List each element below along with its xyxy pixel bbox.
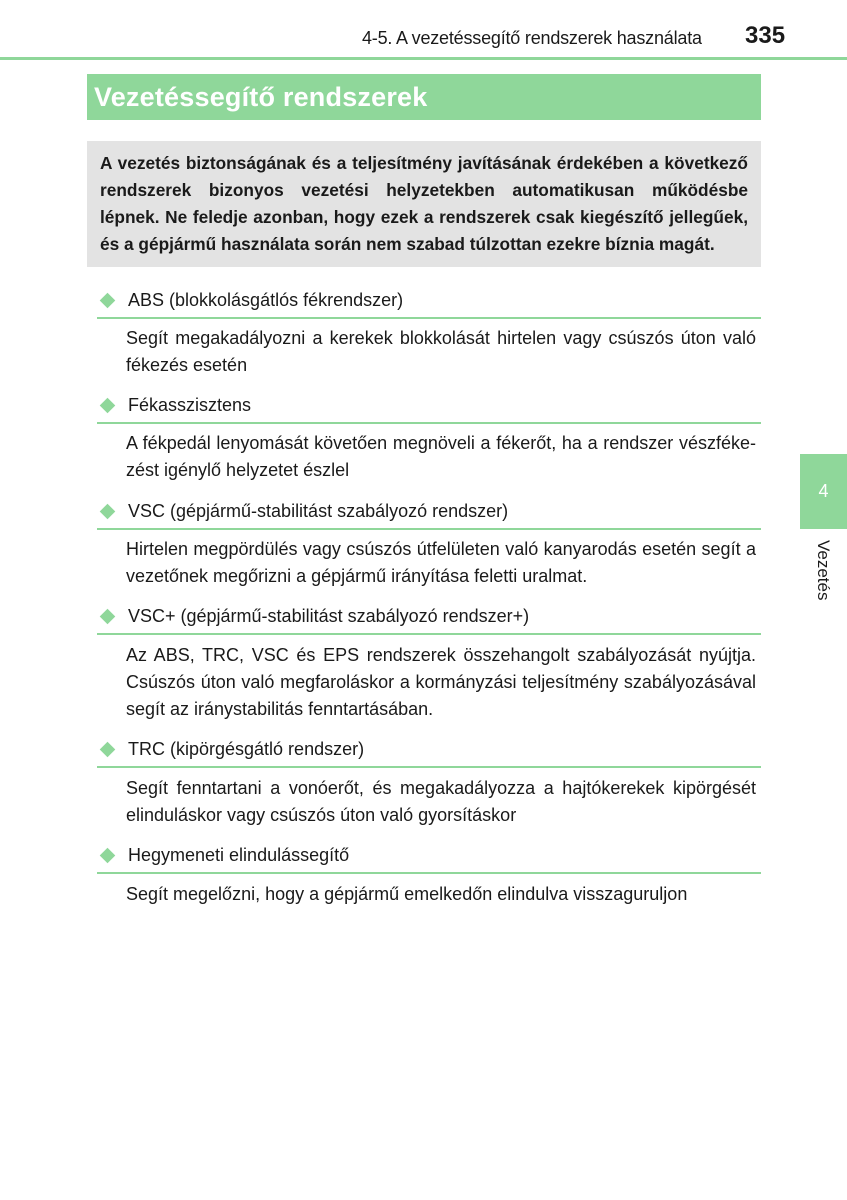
item-title: ABS (blokkolásgátlós fékrendszer): [128, 289, 404, 310]
item-divider: [97, 422, 761, 424]
item-divider: [97, 528, 761, 530]
page-number: 335: [745, 22, 786, 49]
item-title: VSC (gépjármű-stabilitást szabályozó rendszer): [128, 500, 509, 521]
diamond-bullet-icon: [100, 397, 116, 413]
list-item-heading: [98, 392, 251, 418]
list-item-heading: [98, 287, 403, 313]
item-description: Segít megakadályozni a kerekek blokkolását hirtelen vagy csúszós úton való fékezés esetén: [126, 328, 756, 375]
chapter-label: Vezetés: [814, 540, 833, 601]
list-item-heading: [98, 736, 364, 762]
diamond-bullet-icon: [100, 292, 116, 308]
item-description: A fékpedál lenyomását követően megnöveli a fékerőt, ha a rendszer vészfékezést igénylő helyzetet észlel: [126, 433, 756, 480]
diamond-bullet-icon: [100, 741, 116, 757]
list-item-heading: [98, 603, 529, 629]
header-divider: [0, 57, 847, 60]
item-divider: [97, 633, 761, 635]
page-title: Vezetéssegítő rendszerek: [94, 81, 428, 112]
item-description: Hirtelen megpördülés vagy csúszós útfelületen való kanyarodás esetén segít a vezetőnek megőrizni a gépjármű irányítása feletti uralmat.: [126, 539, 756, 586]
item-title: VSC+ (gépjármű-stabilitást szabályozó rendszer+): [128, 605, 530, 626]
item-title: Fékasszisztens: [128, 394, 252, 415]
chapter-tab: 4: [800, 454, 847, 529]
item-divider: [97, 872, 761, 874]
item-description: Az ABS, TRC, VSC és EPS rendszerek összehangolt szabályozását nyújtja. Csúszós úton való megfaroláskor a kormányzási teljesítmény szabályozásával segít az iránystabilitás fenntartásában.: [126, 645, 756, 719]
diamond-bullet-icon: [100, 608, 116, 624]
list-item-heading: [98, 498, 508, 524]
item-title: Hegymeneti elindulássegítő: [128, 844, 350, 865]
title-banner: [87, 74, 761, 120]
diamond-bullet-icon: [100, 847, 116, 863]
item-description: Segít fenntartani a vonóerőt, és megakadályozza a hajtókerekek kipörgését elinduláskor vagy csúszós úton való gyorsításkor: [126, 778, 756, 825]
item-divider: [97, 317, 761, 319]
intro-box: A vezetés biztonságának és a teljesítmény javításának érdekében a következő rendszerek bizonyos vezetési helyzetekben automatikusan működésbe lépnek. Ne feledje azonban, hogy ezek a rendszerek csak kiegészítő jellegűek, és a gépjármű használata során nem szabad túlzottan ezekre bíznia magát.: [87, 141, 761, 267]
item-description: Segít megelőzni, hogy a gépjármű emelkedőn elindulva visszaguruljon: [126, 884, 688, 904]
item-divider: [97, 766, 761, 768]
list-item-heading: [98, 842, 349, 868]
diamond-bullet-icon: [100, 503, 116, 519]
section-title: 4-5. A vezetéssegítő rendszerek használata: [362, 28, 702, 48]
item-title: TRC (kipörgésgátló rendszer): [128, 738, 365, 759]
